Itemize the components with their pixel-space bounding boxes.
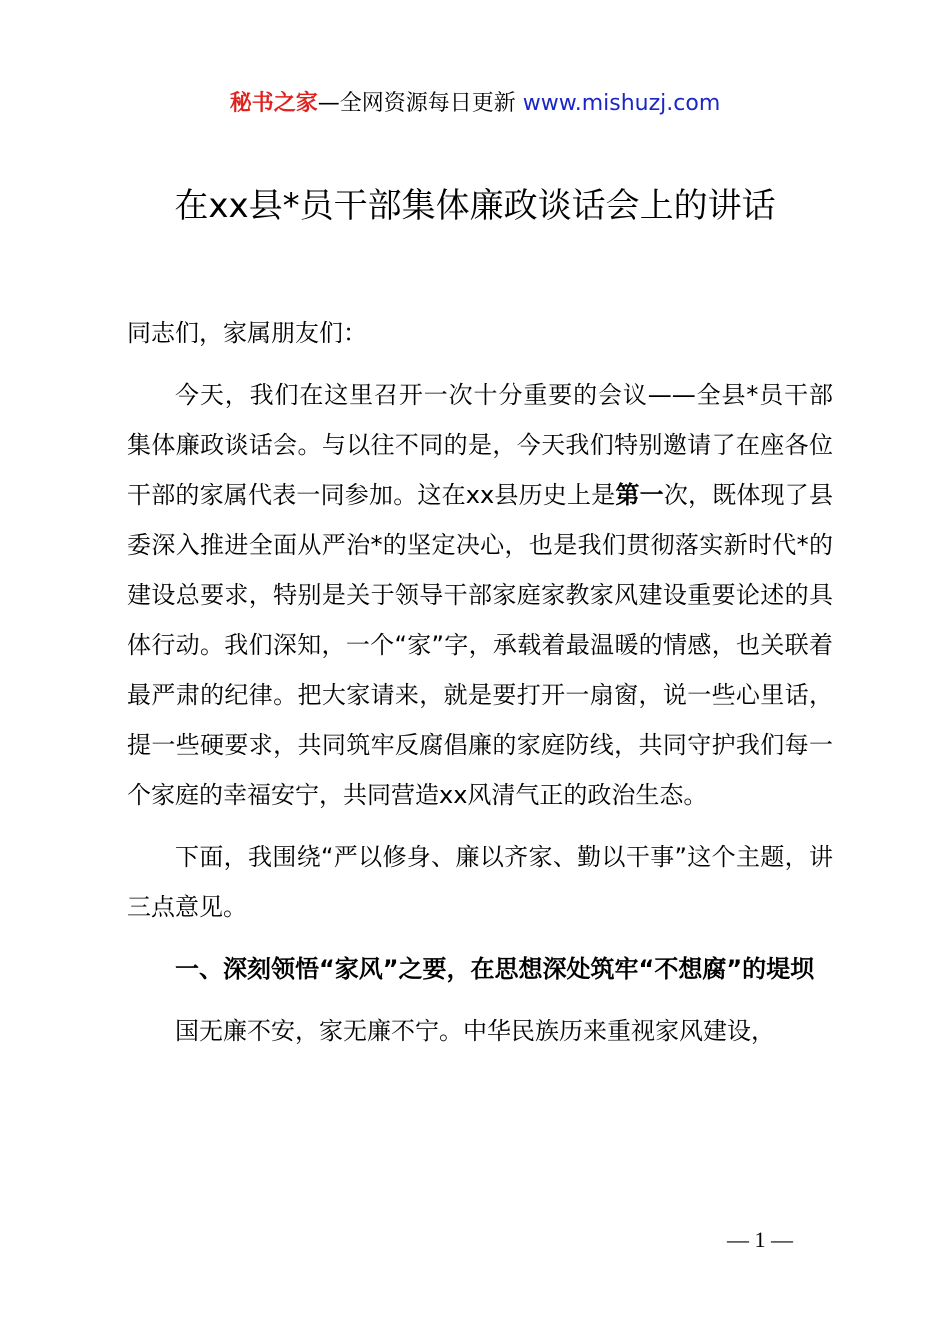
page-number: — 1 — [727,1227,793,1252]
document-body [127,308,833,1056]
paragraph-opening-text-1: 今天，我们在这里召开一次十分重要的会议——全县*员干部集体廉政谈话会。与以往不同的是，今天我们特别邀请了在座各位干部的家属代表一同参加。这在xx县历史上是 [127,381,833,509]
paragraph-opening-bold: 第一 [615,481,664,509]
site-url-link[interactable]: www.mishuzj.com [522,91,721,116]
document-title: 在xx县*员干部集体廉政谈话会上的讲话 [174,186,776,226]
site-header [0,86,950,122]
paragraph-opening-text-2: 次，既体现了县委深入推进全面从严治*的坚定决心，也是我们贯彻落实新时代*的建设总要求，特别是关于领导干部家庭家教家风建设重要论述的具体行动。我们深知，一个“家”字，承载着最温暖的情感，也关联着最严肃的纪律。把大家请来，就是要打开一扇窗，说一些心里话，提一些硬要求，共同筑牢反腐倡廉的家庭防线，共同守护我们每一个家庭的幸福安宁，共同营造xx风清气正的政治生态。 [127,481,834,809]
section-heading-1: 一、深刻领悟“家风”之要，在思想深处筑牢“不想腐”的堤坝 [175,955,815,983]
greeting: 同志们，家属朋友们： [127,319,367,347]
paragraph-outline: 下面，我围绕“严以修身、廉以齐家、勤以干事”这个主题，讲三点意见。 [127,843,833,921]
brand-name: 秘书之家 [229,91,318,116]
header-tagline: —全网资源每日更新 [317,91,523,116]
paragraph-opening [127,370,833,820]
paragraph-section1-start: 国无廉不安，家无廉不宁。中华民族历来重视家风建设， [175,1017,775,1045]
